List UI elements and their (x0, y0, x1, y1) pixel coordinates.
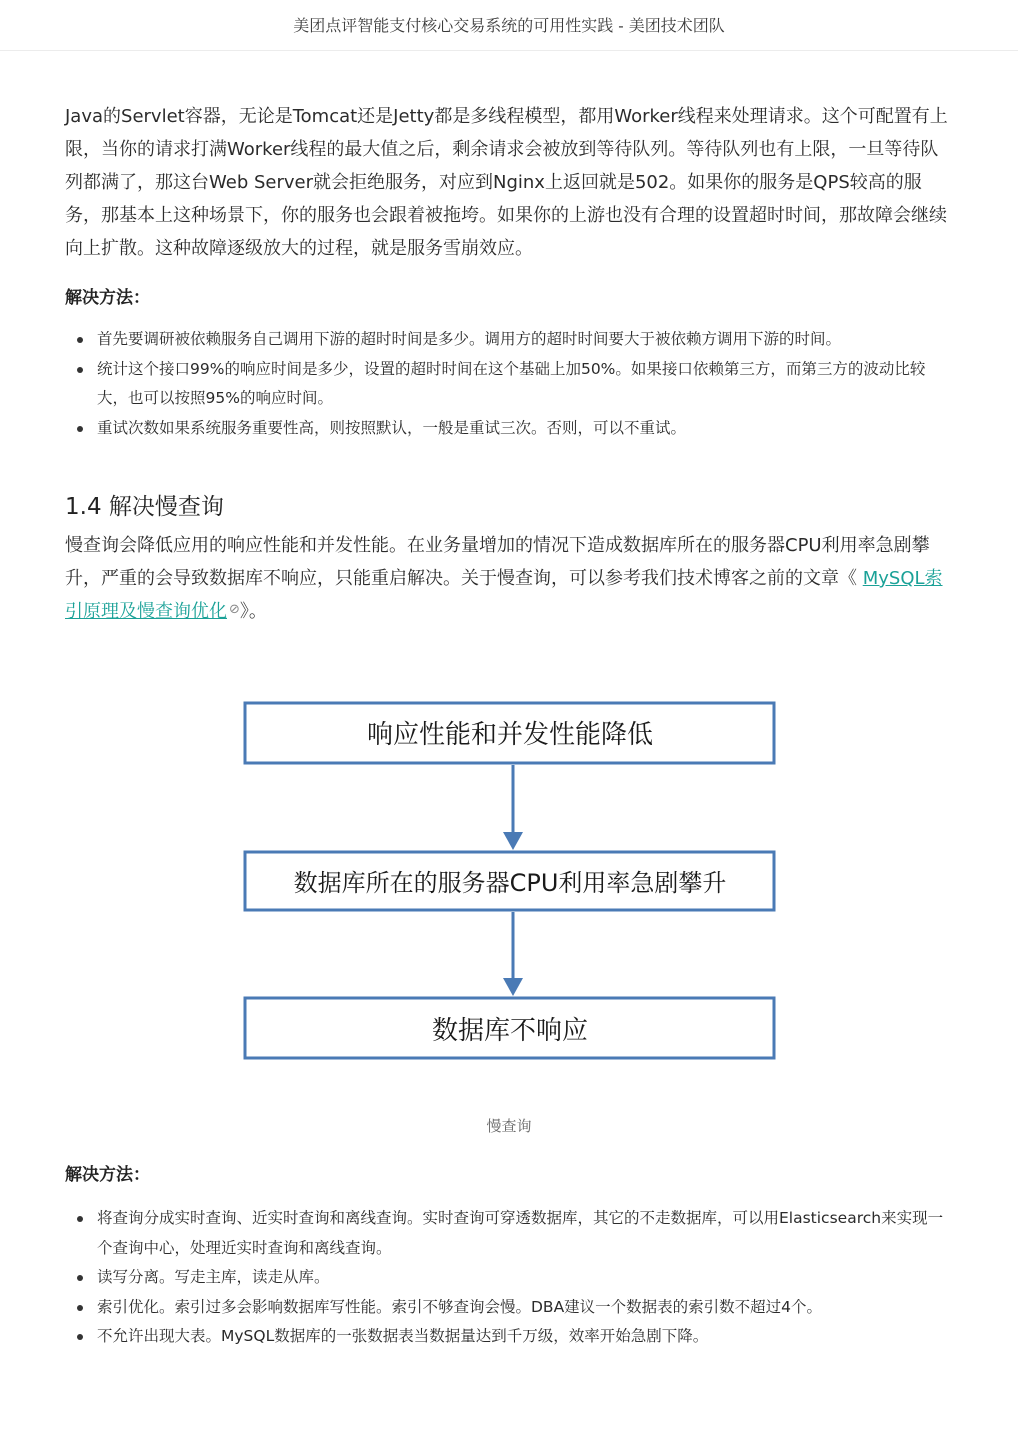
solution-list-2 (65, 1204, 955, 1352)
list-item: 重试次数如果系统服务重要性高，则按照默认，一般是重试三次。否则，可以不重试。 (97, 414, 955, 444)
bullet-icon (77, 1216, 83, 1222)
bullet-icon (77, 1334, 83, 1340)
list-item: 读写分离。写走主库，读走从库。 (97, 1263, 955, 1293)
list-item: 不允许出现大表。MySQL数据库的一张数据表当数据量达到千万级，效率开始急剧下降。 (97, 1322, 955, 1352)
list-item: 首先要调研被依赖服务自己调用下游的超时时间是多少。调用方的超时时间要大于被依赖方调用下游的时间。 (97, 325, 955, 355)
diagram-arrowhead-1 (503, 832, 523, 850)
diagram-box-2-label: 数据库所在的服务器CPU利用率急剧攀升 (293, 869, 727, 897)
diagram-box-1-label: 响应性能和并发性能降低 (366, 720, 654, 750)
solution-label-1: 解决方法： (65, 288, 150, 308)
solution-label-2: 解决方法： (65, 1165, 150, 1185)
page-title: 美团点评智能支付核心交易系统的可用性实践 - 美团技术团队 (293, 16, 725, 35)
section-heading: 1.4 解决慢查询 (65, 494, 224, 520)
bullet-icon (77, 1305, 83, 1311)
article-body (65, 100, 955, 630)
list-item: 统计这个接口99%的响应时间是多少，设置的超时时间在这个基础上加50%。如果接口依赖第三方，而第三方的波动比较大，也可以按照95%的响应时间。 (97, 355, 955, 414)
section-paragraph: 慢查询会降低应用的响应性能和并发性能。在业务量增加的情况下造成数据库所在的服务器CPU利用率急剧攀升，严重的会导致数据库不响应，只能重启解决。关于慢查询，可以参考我们技术博客之前的文章《 MySQL索引原理及慢查询优化 ⊘》。 (65, 529, 955, 630)
bullet-icon (77, 1275, 83, 1281)
page-header (0, 0, 1018, 51)
bullet-icon (77, 367, 83, 373)
flow-diagram (243, 700, 777, 1065)
list-item: 将查询分成实时查询、近实时查询和离线查询。实时查询可穿透数据库，其它的不走数据库，可以用Elasticsearch来实现一个查询中心，处理近实时查询和离线查询。 (97, 1204, 955, 1263)
diagram-arrowhead-2 (503, 978, 523, 996)
list-item: 索引优化。索引过多会影响数据库写性能。索引不够查询会慢。DBA建议一个数据表的索引数不超过4个。 (97, 1293, 955, 1323)
figure-caption: 慢查询 (486, 1117, 532, 1135)
article-link[interactable]: MySQL索引原理及慢查询优化 (65, 568, 943, 622)
diagram-box-3-label: 数据库不响应 (431, 1016, 589, 1046)
intro-paragraph: Java的Servlet容器，无论是Tomcat还是Jetty都是多线程模型，都用Worker线程来处理请求。这个可配置有上限，当你的请求打满Worker线程的最大值之后，剩余请求会被放到等待队列。等待队列也有上限，一旦等待队列都满了，那这台Web Server就会拒绝服务，对应到Nginx上返回就是502。如果你的服务是QPS较高的服务，那基本上这种场景下，你的服务也会跟着被拖垮。如果你的上游也没有合理的设置超时时间，那故障会继续向上扩散。这种故障逐级放大的过程，就是服务雪崩效应。 (65, 106, 948, 259)
solution-list-1 (65, 325, 955, 443)
bullet-icon (77, 337, 83, 343)
external-link-icon: ⊘ (229, 602, 240, 617)
bullet-icon (77, 426, 83, 432)
solution-block-2 (65, 1160, 955, 1352)
